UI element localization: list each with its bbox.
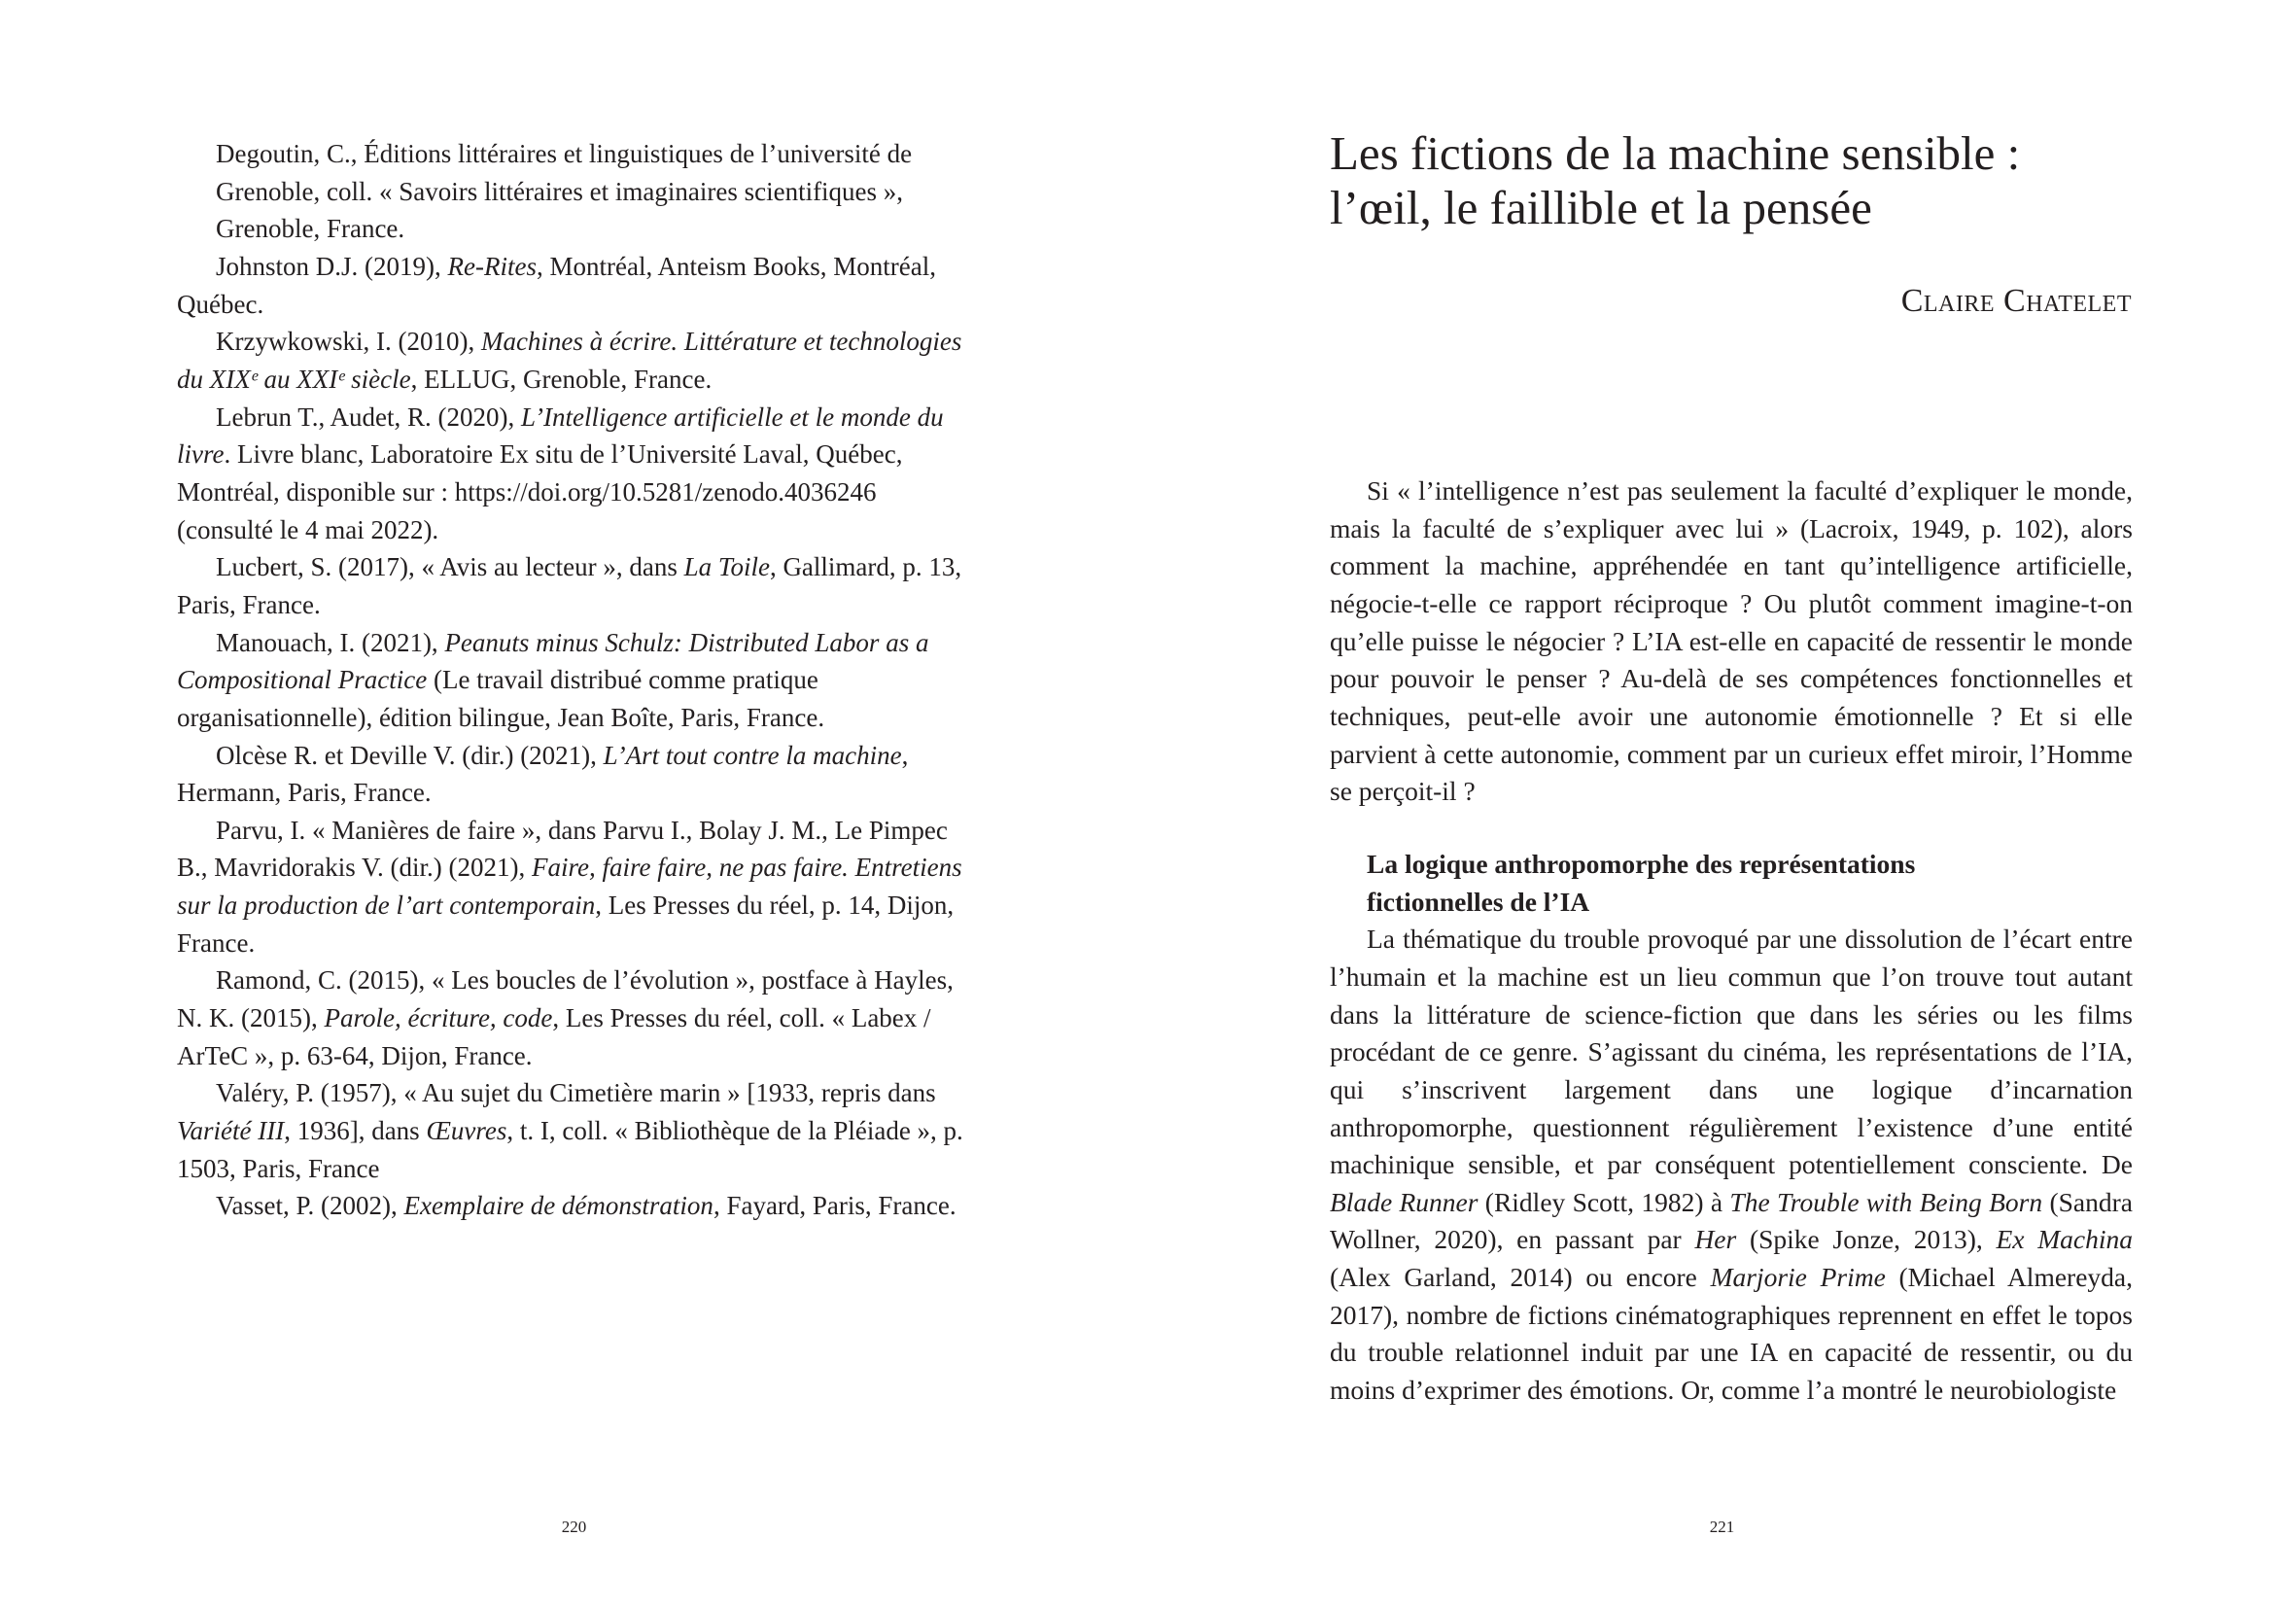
chapter-title [1330, 126, 2146, 235]
bibliography-entry [177, 1187, 977, 1225]
body-text-run: Valéry, P. (1957), « Au sujet du Cimetière marin » [1933, repris dans [216, 1078, 936, 1108]
bibliography-entry [177, 961, 977, 1074]
body-text-run: Lebrun T., Audet, R. (2020), [216, 402, 521, 432]
body-text-run: (Sandra Wollner, 2020), en passant par [1330, 1186, 2133, 1255]
italic-title-text: Her [1694, 1224, 1737, 1255]
body-text-run: (Alex Garland, 2014) ou encore [1330, 1262, 1711, 1293]
body-text-run: , ELLUG, Grenoble, France. [410, 364, 713, 394]
body-text-run: Vasset, P. (2002), [216, 1191, 404, 1221]
section-heading [1330, 846, 2133, 921]
body-text-run: Johnston D.J. (2019), [216, 251, 448, 281]
bibliography-entry [177, 323, 977, 398]
chapter-title-line-2: l’œil, le faillible et la pensée [1330, 181, 1872, 234]
italic-title-text: Faire, faire faire, ne pas faire. Entretiens sur la production de l’art contemporain [177, 853, 962, 921]
italic-title-text: Parole, écriture, code [324, 1003, 553, 1033]
italic-title-text: Marjorie Prime [1710, 1262, 1886, 1293]
italic-title-text: The Trouble with Being Born [1729, 1186, 2043, 1217]
bibliography-entry [177, 737, 977, 812]
section-heading-line-2: fictionnelles de l’IA [1367, 886, 1590, 917]
body-text-run: , Gallimard, p. 13, Paris, France. [177, 552, 962, 619]
bibliography-entry [177, 624, 977, 737]
page-number-left: 220 [561, 1518, 587, 1536]
chapter-title-line-1: Les fictions de la machine sensible : [1330, 126, 2021, 180]
body-text-run: , Hermann, Paris, France. [177, 740, 909, 808]
intro-paragraph: Si « l’intelligence n’est pas seulement la faculté d’expliquer le monde, mais la faculté de s’expliquer avec lui » (Lacroix, 1949, p. 102), alors comment la machine, appréhendée en tant qu’intelligence artificielle, négocie-t-elle ce rapport réciproque ? Ou plutôt comment imagine-t-on qu’elle puisse le négocier ? L’IA est-elle en capacité de ressentir le monde pour pouvoir le penser ? Au-delà de ses compétences fonctionnelles et techniques, peut-elle avoir une autonomie émotionnelle ? Et si elle parvient à cette autonomie, comment par un curieux effet miroir, l’Homme se perçoit-il ? [1330, 475, 2133, 807]
body-text-run: , Les Presses du réel, coll. « Labex / ArTeC », p. 63-64, Dijon, France. [177, 1003, 931, 1070]
italic-title-text: L’Intelligence artificielle et le monde du livre [177, 402, 944, 470]
body-text-run: . Livre blanc, Laboratoire Ex situ de l’Université Laval, Québec, Montréal, disponible sur : https://doi.org/10.5281/zenodo.4036246 (consulté le 4 mai 2022). [177, 439, 903, 544]
body-text-run: Ramond, C. (2015), « Les boucles de l’évolution », postface à Hayles, N. K. (2015), [177, 965, 954, 1033]
bibliography-entry [177, 548, 977, 623]
bibliography-entry [177, 135, 977, 248]
chapter-body [1330, 472, 2133, 1410]
bibliography-entry [177, 1074, 977, 1187]
chapter-author: Claire Chatelet [1900, 283, 2132, 319]
body-text-run: Manouach, I. (2021), [216, 627, 445, 657]
italic-title-text: Exemplaire de démonstration [403, 1191, 713, 1221]
italic-title-text: Variété III [177, 1116, 285, 1146]
body-text-run: , Montréal, Anteism Books, Montréal, Québec. [177, 251, 936, 319]
section-heading-line-1: La logique anthropomorphe des représentations [1367, 848, 1916, 879]
body-text-run: , Fayard, Paris, France. [713, 1191, 957, 1221]
body-text-run: La thématique du trouble provoqué par une dissolution de l’écart entre l’humain et la machine est un lieu commun que l’on trouve tout autant dans la littérature de science-fiction que dans les séries ou les films procédant de ce genre. S’agissant du cinéma, les représentations de l’IA, qui s’inscrivent largement dans une logique d’incarnation anthropomorphe, questionnent régulièrement l’existence d’une entité machinique sensible, et par conséquent potentiellement consciente. De [1330, 924, 2133, 1180]
body-text-run: , Les Presses du réel, p. 14, Dijon, France. [177, 891, 955, 958]
italic-title-text: Œuvres [426, 1116, 507, 1146]
bibliography-list [177, 135, 977, 1225]
italic-title-text: Re-Rites [447, 251, 537, 281]
body-text-run: Degoutin, C., Éditions littéraires et linguistiques de l’université de Grenoble, coll. « Savoirs littéraires et imaginaires scientifiques », Grenoble, France. [216, 139, 913, 244]
body-text-run: , t. I, coll. « Bibliothèque de la Pléiade », p. 1503, Paris, France [177, 1116, 963, 1183]
italic-title-text: Blade Runner [1330, 1186, 1478, 1217]
body-text-run: , 1936], dans [284, 1116, 427, 1146]
bibliography-entry [177, 399, 977, 549]
body-text-run: Lucbert, S. (2017), « Avis au lecteur », dans [216, 552, 684, 582]
right-page [1148, 0, 2296, 1607]
bibliography-entry [177, 248, 977, 323]
body-text-run: Parvu, I. « Manières de faire », dans Parvu I., Bolay J. M., Le Pimpec B., Mavridorakis V. (dir.) (2021), [177, 815, 948, 883]
bibliography-entry [177, 812, 977, 962]
italic-title-text: L’Art tout contre la machine [603, 740, 902, 770]
body-text-run: Olcèse R. et Deville V. (dir.) (2021), [216, 740, 604, 770]
body-text-run: (Spike Jonze, 2013), [1736, 1224, 1997, 1255]
body-text-run: (Le travail distribué comme pratique organisationnelle), édition bilingue, Jean Boîte, Paris, France. [177, 665, 825, 732]
body-text-run: Krzywkowski, I. (2010), [216, 327, 481, 357]
page-number-right: 221 [1709, 1518, 1735, 1536]
body-text-run: (Ridley Scott, 1982) à [1478, 1186, 1730, 1217]
italic-title-text: La Toile [683, 552, 770, 582]
section-paragraph [1330, 921, 2133, 1410]
italic-title-text: Peanuts minus Schulz: Distributed Labor as a Compositional Practice [177, 627, 929, 695]
italic-title-text: Machines à écrire. Littérature et technologies du XIXᵉ au XXIᵉ siècle [177, 327, 962, 394]
body-text-run: (Michael Almereyda, 2017), nombre de fictions cinématographiques reprennent en effet le topos du trouble relationnel induit par une IA en capacité de ressentir, ou du moins d’exprimer des émotions. Or, comme l’a montré le neurobiologiste [1330, 1262, 2133, 1406]
italic-title-text: Ex Machina [1996, 1224, 2133, 1255]
